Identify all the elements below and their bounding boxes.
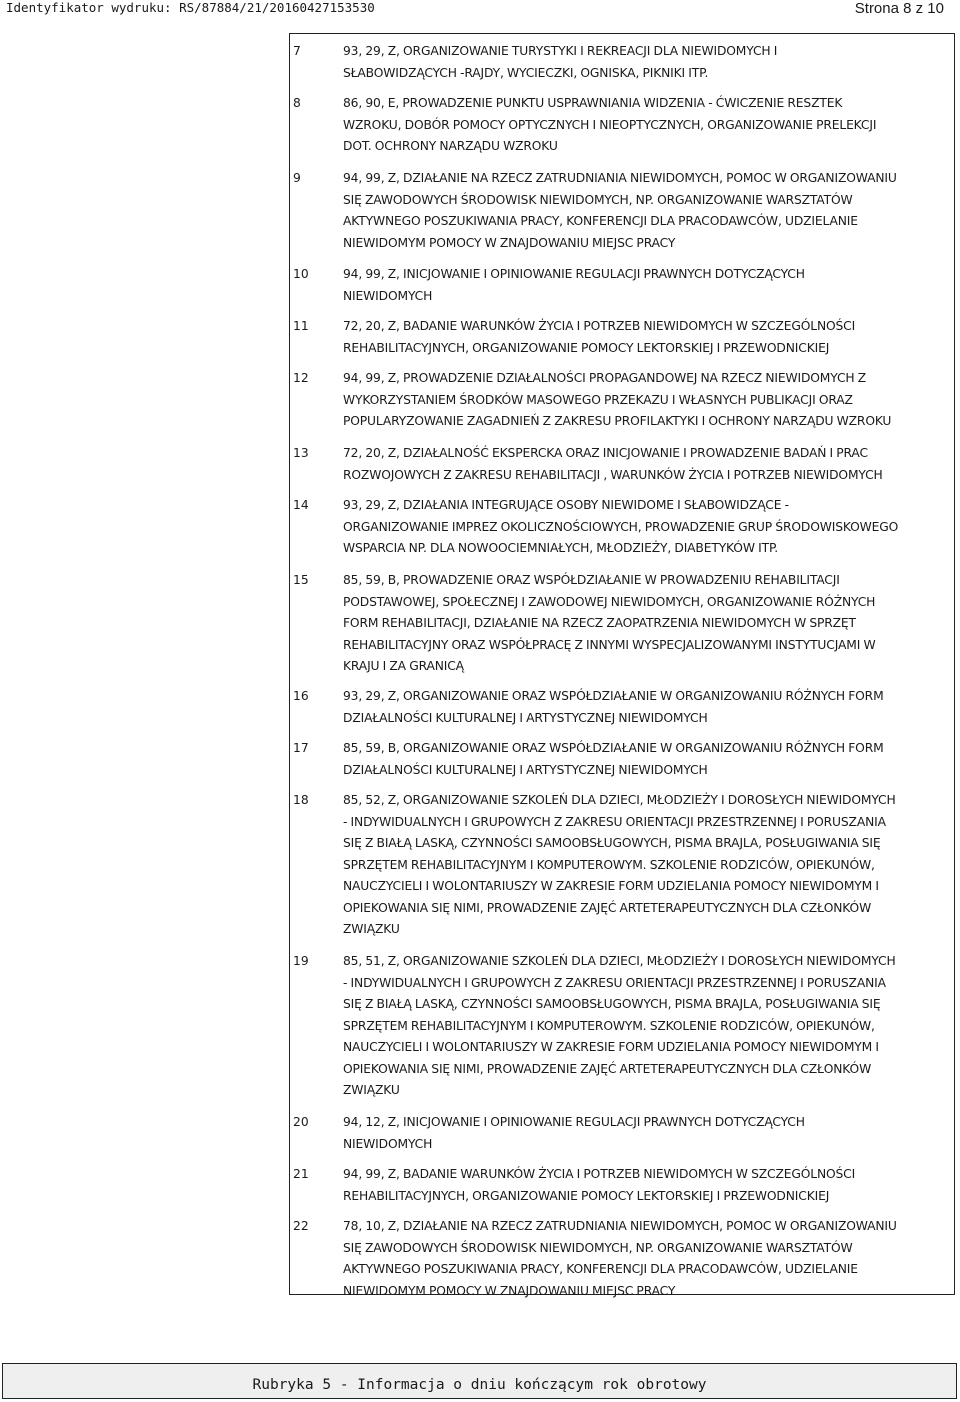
- section-footer-bar: [2, 1363, 957, 1399]
- description-line: AKTYWNEGO POSZUKIWANIA PRACY, KONFERENCJI DLA PRACODAWCÓW, UDZIELANIE: [343, 1262, 858, 1276]
- row-number: 15: [293, 573, 309, 587]
- description-line: 85, 59, B, ORGANIZOWANIE ORAZ WSPÓŁDZIAŁANIE W ORGANIZOWANIU RÓŻNYCH FORM: [343, 741, 884, 755]
- description-line: NIEWIDOMYCH: [343, 1136, 433, 1151]
- print-identifier: Identyfikator wydruku: RS/87884/21/20160427153530: [6, 0, 375, 15]
- row-number: 22: [293, 1219, 309, 1233]
- row-description: [343, 686, 953, 729]
- table-row: [290, 686, 954, 729]
- description-line: SIĘ ZAWODOWYCH ŚRODOWISK NIEWIDOMYCH, NP. ORGANIZOWANIE WARSZTATÓW: [343, 1240, 853, 1255]
- description-line: 93, 29, Z, ORGANIZOWANIE ORAZ WSPÓŁDZIAŁANIE W ORGANIZOWANIU RÓŻNYCH FORM: [343, 689, 884, 703]
- table-row: [290, 570, 954, 678]
- table-row: [290, 316, 954, 359]
- row-number: 9: [293, 171, 301, 185]
- table-row: [290, 368, 954, 433]
- description-line: NAUCZYCIELI I WOLONTARIUSZY W ZAKRESIE FORM UDZIELANIA POMOCY NIEWIDOMYM I: [343, 1040, 879, 1054]
- table-row: [290, 495, 954, 560]
- row-number: 18: [293, 793, 309, 807]
- description-line: 94, 12, Z, INICJOWANIE I OPINIOWANIE REGULACJI PRAWNYCH DOTYCZĄCYCH: [343, 1115, 805, 1129]
- row-description: [343, 93, 953, 158]
- description-line: REHABILITACYJNY ORAZ WSPÓŁPRACĘ Z INNYMI WYSPECJALIZOWANYMI INSTYTUCJAMI W: [343, 637, 876, 652]
- row-number: 14: [293, 498, 309, 512]
- table-row: [290, 790, 954, 941]
- description-line: NIEWIDOMYM POMOCY W ZNAJDOWANIU MIEJSC PRACY: [343, 1283, 676, 1298]
- description-line: 94, 99, Z, BADANIE WARUNKÓW ŻYCIA I POTRZEB NIEWIDOMYCH W SZCZEGÓLNOŚCI: [343, 1167, 856, 1181]
- row-number: 16: [293, 689, 309, 703]
- row-description: [343, 41, 953, 84]
- description-line: KRAJU I ZA GRANICĄ: [343, 659, 464, 673]
- description-line: SPRZĘTEM REHABILITACYJNYM I KOMPUTEROWYM. SZKOLENIE RODZICÓW, OPIEKUNÓW,: [343, 857, 875, 872]
- row-number: 10: [293, 267, 309, 281]
- description-line: - INDYWIDUALNYCH I GRUPOWYCH Z ZAKRESU ORIENTACJI PRZESTRZENNEJ I PORUSZANIA: [343, 814, 886, 829]
- description-line: PODSTAWOWEJ, SPOŁECZNEJ I ZAWODOWEJ NIEWIDOMYCH, ORGANIZOWANIE RÓŻNYCH: [343, 594, 876, 609]
- row-number: 19: [293, 954, 309, 968]
- description-line: AKTYWNEGO POSZUKIWANIA PRACY, KONFERENCJI DLA PRACODAWCÓW, UDZIELANIE: [343, 214, 858, 228]
- row-number: 21: [293, 1167, 309, 1181]
- row-description: [343, 951, 953, 1102]
- description-line: - INDYWIDUALNYCH I GRUPOWYCH Z ZAKRESU ORIENTACJI PRZESTRZENNEJ I PORUSZANIA: [343, 975, 886, 990]
- description-line: NIEWIDOMYCH: [343, 288, 433, 303]
- row-description: [343, 1164, 953, 1207]
- description-line: DZIAŁALNOŚCI KULTURALNEJ I ARTYSTYCZNEJ NIEWIDOMYCH: [343, 762, 708, 777]
- table-row: [290, 93, 954, 158]
- row-description: [343, 316, 953, 359]
- description-line: ZWIĄZKU: [343, 1083, 400, 1097]
- description-line: REHABILITACYJNYCH, ORGANIZOWANIE POMOCY LEKTORSKIEJ I PRZEWODNICKIEJ: [343, 340, 830, 355]
- description-line: 78, 10, Z, DZIAŁANIE NA RZECZ ZATRUDNIANIA NIEWIDOMYCH, POMOC W ORGANIZOWANIU: [343, 1219, 897, 1233]
- row-number: 17: [293, 741, 309, 755]
- description-line: REHABILITACYJNYCH, ORGANIZOWANIE POMOCY LEKTORSKIEJ I PRZEWODNICKIEJ: [343, 1188, 830, 1203]
- table-row: [290, 738, 954, 781]
- table-row: [290, 168, 954, 254]
- description-line: 85, 52, Z, ORGANIZOWANIE SZKOLEŃ DLA DZIECI, MŁODZIEŻY I DOROSŁYCH NIEWIDOMYCH: [343, 793, 896, 807]
- row-description: [343, 264, 953, 307]
- row-description: [343, 368, 953, 433]
- row-description: [343, 168, 953, 254]
- description-line: WZROKU, DOBÓR POMOCY OPTYCZNYCH I NIEOPTYCZNYCH, ORGANIZOWANIE PRELEKCJI: [343, 117, 877, 132]
- row-description: [343, 495, 953, 560]
- description-line: ROZWOJOWYCH Z ZAKRESU REHABILITACJI , WARUNKÓW ŻYCIA I POTRZEB NIEWIDOMYCH: [343, 467, 883, 482]
- description-line: DZIAŁALNOŚCI KULTURALNEJ I ARTYSTYCZNEJ NIEWIDOMYCH: [343, 710, 708, 725]
- description-line: 72, 20, Z, DZIAŁALNOŚĆ EKSPERCKA ORAZ INICJOWANIE I PROWADZENIE BADAŃ I PRAC: [343, 446, 868, 460]
- row-description: [343, 570, 953, 678]
- description-line: 86, 90, E, PROWADZENIE PUNKTU USPRAWNIANIA WIDZENIA - ĆWICZENIE RESZTEK: [343, 96, 843, 110]
- description-line: 85, 51, Z, ORGANIZOWANIE SZKOLEŃ DLA DZIECI, MŁODZIEŻY I DOROSŁYCH NIEWIDOMYCH: [343, 954, 896, 968]
- row-number: 13: [293, 446, 309, 460]
- description-line: OPIEKOWANIA SIĘ NIMI, PROWADZENIE ZAJĘĆ ARTETERAPEUTYCZNYCH DLA CZŁONKÓW: [343, 900, 872, 915]
- description-line: 93, 29, Z, ORGANIZOWANIE TURYSTYKI I REKREACJI DLA NIEWIDOMYCH I: [343, 44, 778, 58]
- description-line: NAUCZYCIELI I WOLONTARIUSZY W ZAKRESIE FORM UDZIELANIA POMOCY NIEWIDOMYM I: [343, 879, 879, 893]
- description-line: OPIEKOWANIA SIĘ NIMI, PROWADZENIE ZAJĘĆ ARTETERAPEUTYCZNYCH DLA CZŁONKÓW: [343, 1061, 872, 1076]
- description-line: SPRZĘTEM REHABILITACYJNYM I KOMPUTEROWYM. SZKOLENIE RODZICÓW, OPIEKUNÓW,: [343, 1018, 875, 1033]
- description-line: 94, 99, Z, INICJOWANIE I OPINIOWANIE REGULACJI PRAWNYCH DOTYCZĄCYCH: [343, 267, 805, 281]
- row-description: [343, 1112, 953, 1155]
- description-line: 85, 59, B, PROWADZENIE ORAZ WSPÓŁDZIAŁANIE W PROWADZENIU REHABILITACJI: [343, 573, 840, 587]
- description-line: SŁABOWIDZĄCYCH -RAJDY, WYCIECZKI, OGNISKA, PIKNIKI ITP.: [343, 65, 709, 80]
- description-line: 72, 20, Z, BADANIE WARUNKÓW ŻYCIA I POTRZEB NIEWIDOMYCH W SZCZEGÓLNOŚCI: [343, 319, 856, 333]
- description-line: ZWIĄZKU: [343, 922, 400, 936]
- description-line: POPULARYZOWANIE ZAGADNIEŃ Z ZAKRESU PROFILAKTYKI I OCHRONY NARZĄDU WZROKU: [343, 414, 892, 428]
- row-number: 7: [293, 44, 301, 58]
- description-line: 94, 99, Z, PROWADZENIE DZIAŁALNOŚCI PROPAGANDOWEJ NA RZECZ NIEWIDOMYCH Z: [343, 371, 867, 385]
- description-line: 93, 29, Z, DZIAŁANIA INTEGRUJĄCE OSOBY NIEWIDOME I SŁABOWIDZĄCE -: [343, 498, 789, 512]
- description-line: 94, 99, Z, DZIAŁANIE NA RZECZ ZATRUDNIANIA NIEWIDOMYCH, POMOC W ORGANIZOWANIU: [343, 171, 897, 185]
- description-line: FORM REHABILITACJI, DZIAŁANIE NA RZECZ ZAOPATRZENIA NIEWIDOMYCH W SPRZĘT: [343, 616, 856, 630]
- table-row: [290, 264, 954, 307]
- print-header: [0, 0, 960, 17]
- description-line: SIĘ ZAWODOWYCH ŚRODOWISK NIEWIDOMYCH, NP. ORGANIZOWANIE WARSZTATÓW: [343, 192, 853, 207]
- description-line: WYKORZYSTANIEM ŚRODKÓW MASOWEGO PRZEKAZU I WŁASNYCH PUBLIKACJI ORAZ: [343, 392, 853, 407]
- row-number: 20: [293, 1115, 309, 1129]
- table-row: [290, 1216, 954, 1302]
- row-number: 12: [293, 371, 309, 385]
- row-description: [343, 738, 953, 781]
- description-line: ORGANIZOWANIE IMPREZ OKOLICZNOŚCIOWYCH, PROWADZENIE GRUP ŚRODOWISKOWEGO: [343, 519, 899, 534]
- row-number: 11: [293, 319, 309, 333]
- table-row: [290, 1164, 954, 1207]
- table-row: [290, 443, 954, 486]
- table-row: [290, 951, 954, 1102]
- row-description: [343, 790, 953, 941]
- row-description: [343, 443, 953, 486]
- activities-table: [289, 33, 955, 1298]
- description-line: DOT. OCHRONY NARZĄDU WZROKU: [343, 139, 558, 153]
- description-line: NIEWIDOMYM POMOCY W ZNAJDOWANIU MIEJSC PRACY: [343, 235, 676, 250]
- table-row: [290, 41, 954, 84]
- page-number: Strona 8 z 10: [854, 0, 944, 17]
- section-title: Rubryka 5 - Informacja o dniu kończącym rok obrotowy: [252, 1377, 707, 1393]
- description-line: SIĘ Z BIAŁĄ LASKĄ, CZYNNOŚCI SAMOOBSŁUGOWYCH, PISMA BRAJLA, POSŁUGIWANIA SIĘ: [343, 997, 881, 1011]
- table-row: [290, 1112, 954, 1155]
- row-description: [343, 1216, 953, 1302]
- description-line: WSPARCIA NP. DLA NOWOOCIEMNIAŁYCH, MŁODZIEŻY, DIABETYKÓW ITP.: [343, 541, 779, 555]
- description-line: SIĘ Z BIAŁĄ LASKĄ, CZYNNOŚCI SAMOOBSŁUGOWYCH, PISMA BRAJLA, POSŁUGIWANIA SIĘ: [343, 836, 881, 850]
- row-number: 8: [293, 96, 301, 110]
